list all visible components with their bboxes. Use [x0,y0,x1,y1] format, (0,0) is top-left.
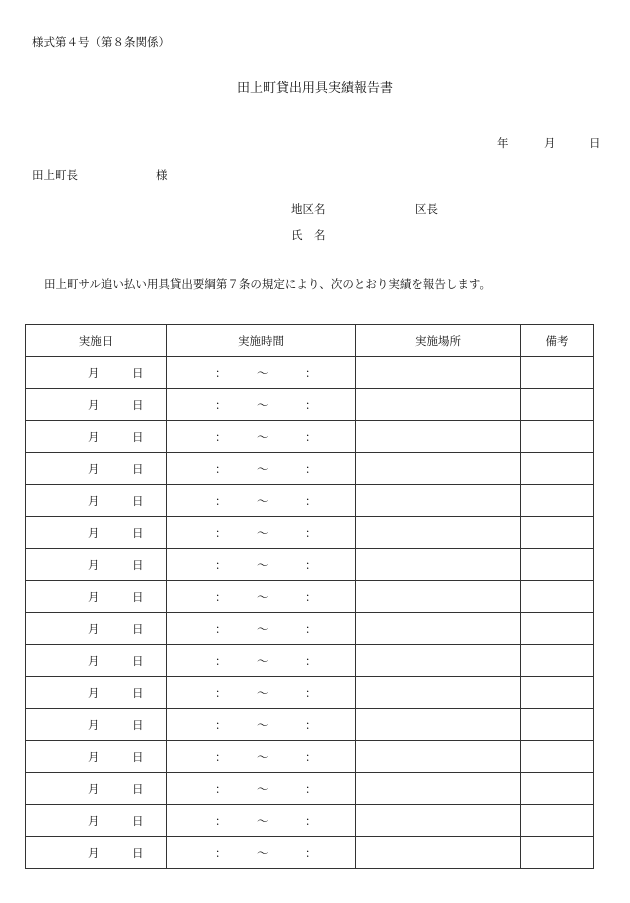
end-time-colon: ： [305,590,317,604]
record-table-body [26,357,594,869]
time-cell[interactable] [167,741,356,773]
month-label: 月 [88,398,100,412]
note-cell[interactable] [521,581,594,613]
date-cell[interactable] [26,805,167,837]
time-range-tilde: 〜 [257,782,269,796]
table-row [26,389,594,421]
day-label: 日 [132,462,144,476]
table-row [26,741,594,773]
month-label: 月 [88,782,100,796]
place-cell[interactable] [356,485,521,517]
day-label: 日 [132,654,144,668]
start-time-colon: ： [215,718,227,732]
date-cell[interactable] [26,645,167,677]
start-time-colon: ： [215,590,227,604]
time-cell[interactable] [167,421,356,453]
table-row [26,485,594,517]
start-time-colon: ： [215,366,227,380]
note-cell[interactable] [521,357,594,389]
end-time-colon: ： [305,366,317,380]
date-cell[interactable] [26,453,167,485]
time-range-tilde: 〜 [257,590,269,604]
date-cell[interactable] [26,773,167,805]
date-cell[interactable] [26,485,167,517]
note-cell[interactable] [521,645,594,677]
date-cell[interactable] [26,389,167,421]
note-cell[interactable] [521,389,594,421]
time-cell[interactable] [167,581,356,613]
day-label: 日 [132,750,144,764]
start-time-colon: ： [215,462,227,476]
table-row [26,453,594,485]
time-range-tilde: 〜 [257,814,269,828]
time-range-tilde: 〜 [257,718,269,732]
table-row [26,677,594,709]
day-label: 日 [132,366,144,380]
table-row [26,773,594,805]
end-time-colon: ： [305,494,317,508]
time-range-tilde: 〜 [257,846,269,860]
end-time-colon: ： [305,782,317,796]
date-cell[interactable] [26,613,167,645]
time-cell[interactable] [167,453,356,485]
end-time-colon: ： [305,718,317,732]
start-time-colon: ： [215,526,227,540]
time-cell[interactable] [167,773,356,805]
date-year-label: 年 [497,136,509,150]
addressee-honorific: 様 [156,168,168,182]
month-label: 月 [88,526,100,540]
header-place: 実施場所 [356,325,521,357]
month-label: 月 [88,846,100,860]
table-row [26,581,594,613]
end-time-colon: ： [305,686,317,700]
date-cell[interactable] [26,581,167,613]
time-range-tilde: 〜 [257,654,269,668]
start-time-colon: ： [215,558,227,572]
place-cell[interactable] [356,837,521,869]
time-cell[interactable] [167,709,356,741]
day-label: 日 [132,782,144,796]
time-range-tilde: 〜 [257,430,269,444]
time-cell[interactable] [167,837,356,869]
time-range-tilde: 〜 [257,462,269,476]
start-time-colon: ： [215,654,227,668]
end-time-colon: ： [305,814,317,828]
place-cell[interactable] [356,741,521,773]
place-cell[interactable] [356,773,521,805]
table-row [26,517,594,549]
date-cell[interactable] [26,709,167,741]
place-cell[interactable] [356,805,521,837]
note-cell[interactable] [521,613,594,645]
end-time-colon: ： [305,462,317,476]
start-time-colon: ： [215,782,227,796]
time-range-tilde: 〜 [257,750,269,764]
end-time-colon: ： [305,430,317,444]
place-cell[interactable] [356,453,521,485]
table-row [26,613,594,645]
time-range-tilde: 〜 [257,558,269,572]
document-title: 田上町貸出用具実績報告書 [236,81,393,96]
date-cell[interactable] [26,517,167,549]
note-cell[interactable] [521,709,594,741]
date-cell[interactable] [26,741,167,773]
month-label: 月 [88,686,100,700]
month-label: 月 [88,814,100,828]
time-range-tilde: 〜 [257,366,269,380]
day-label: 日 [132,622,144,636]
note-cell[interactable] [521,485,594,517]
day-label: 日 [132,558,144,572]
table-row [26,357,594,389]
start-time-colon: ： [215,814,227,828]
day-label: 日 [132,686,144,700]
table-row [26,421,594,453]
district-label: 地区名 [291,202,326,216]
header-note: 備考 [521,325,594,357]
time-range-tilde: 〜 [257,526,269,540]
end-time-colon: ： [305,622,317,636]
day-label: 日 [132,718,144,732]
addressee-name: 田上町長 [32,168,78,182]
applicant-name-label: 氏 名 [291,228,326,242]
place-cell[interactable] [356,549,521,581]
time-range-tilde: 〜 [257,398,269,412]
start-time-colon: ： [215,846,227,860]
start-time-colon: ： [215,686,227,700]
place-cell[interactable] [356,677,521,709]
place-cell[interactable] [356,581,521,613]
start-time-colon: ： [215,622,227,636]
time-cell[interactable] [167,357,356,389]
month-label: 月 [88,622,100,636]
month-label: 月 [88,718,100,732]
date-day-label: 日 [589,136,601,150]
end-time-colon: ： [305,398,317,412]
end-time-colon: ： [305,750,317,764]
day-label: 日 [132,398,144,412]
place-cell[interactable] [356,613,521,645]
note-cell[interactable] [521,677,594,709]
time-cell[interactable] [167,485,356,517]
month-label: 月 [88,430,100,444]
place-cell[interactable] [356,389,521,421]
time-cell[interactable] [167,677,356,709]
time-cell[interactable] [167,549,356,581]
note-cell[interactable] [521,805,594,837]
month-label: 月 [88,590,100,604]
month-label: 月 [88,494,100,508]
time-cell[interactable] [167,389,356,421]
date-cell[interactable] [26,421,167,453]
place-cell[interactable] [356,357,521,389]
month-label: 月 [88,558,100,572]
day-label: 日 [132,494,144,508]
month-label: 月 [88,462,100,476]
record-table [25,324,594,869]
note-cell[interactable] [521,741,594,773]
form-number: 様式第４号（第８条関係） [32,35,170,49]
table-row [26,645,594,677]
day-label: 日 [132,526,144,540]
month-label: 月 [88,366,100,380]
start-time-colon: ： [215,750,227,764]
date-cell[interactable] [26,357,167,389]
header-time: 実施時間 [167,325,356,357]
end-time-colon: ： [305,846,317,860]
note-cell[interactable] [521,421,594,453]
note-cell[interactable] [521,517,594,549]
day-label: 日 [132,814,144,828]
start-time-colon: ： [215,494,227,508]
place-cell[interactable] [356,709,521,741]
body-text: 田上町サル追い払い用具貸出要綱第７条の規定により、次のとおり実績を報告します。 [44,277,492,291]
place-cell[interactable] [356,517,521,549]
note-cell[interactable] [521,549,594,581]
time-cell[interactable] [167,613,356,645]
time-range-tilde: 〜 [257,494,269,508]
note-cell[interactable] [521,837,594,869]
date-cell[interactable] [26,837,167,869]
time-cell[interactable] [167,805,356,837]
district-head-label: 区長 [415,202,438,216]
table-header-row [26,325,594,357]
table-row [26,709,594,741]
table-row [26,549,594,581]
time-range-tilde: 〜 [257,622,269,636]
table-row [26,805,594,837]
place-cell[interactable] [356,645,521,677]
day-label: 日 [132,430,144,444]
date-cell[interactable] [26,549,167,581]
day-label: 日 [132,846,144,860]
start-time-colon: ： [215,398,227,412]
note-cell[interactable] [521,453,594,485]
time-range-tilde: 〜 [257,686,269,700]
time-cell[interactable] [167,645,356,677]
month-label: 月 [88,750,100,764]
start-time-colon: ： [215,430,227,444]
day-label: 日 [132,590,144,604]
month-label: 月 [88,654,100,668]
date-cell[interactable] [26,677,167,709]
end-time-colon: ： [305,654,317,668]
end-time-colon: ： [305,526,317,540]
end-time-colon: ： [305,558,317,572]
time-cell[interactable] [167,517,356,549]
table-row [26,837,594,869]
header-date: 実施日 [26,325,167,357]
note-cell[interactable] [521,773,594,805]
date-month-label: 月 [544,136,556,150]
place-cell[interactable] [356,421,521,453]
